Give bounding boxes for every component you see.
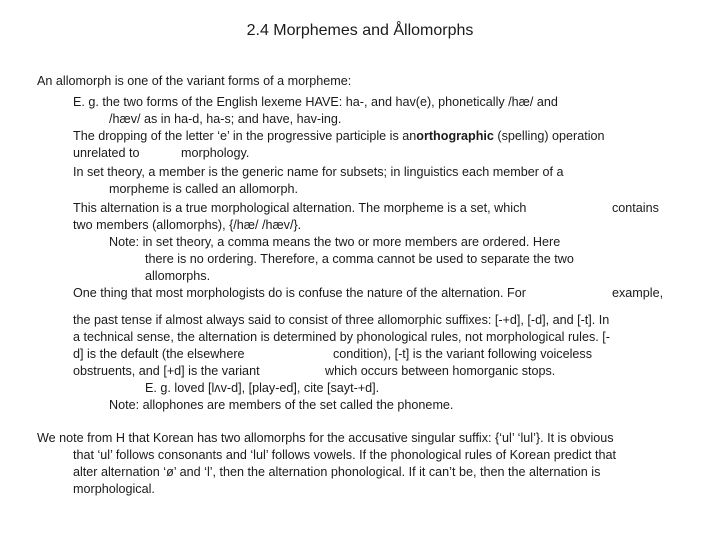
- text-line: d] is the default (the elsewhere: [73, 347, 245, 361]
- text-line: morphological.: [73, 482, 155, 496]
- bold-term-orthographic: orthographic: [416, 129, 494, 143]
- text-line: E. g. the two forms of the English lexeme HAVE: ha-, and hav(e), phonetically /hæ/ and: [73, 95, 558, 109]
- text-line: a technical sense, the alternation is determined by phonological rules, not morphological rules. [-: [73, 330, 610, 344]
- text-line: condition), [-t] is the variant following voiceless: [333, 347, 592, 361]
- text-line: contains: [612, 201, 659, 215]
- text-fragment: The dropping of the letter ‘e’ in the progressive participle is an: [73, 129, 417, 143]
- text-line: [73, 128, 605, 144]
- text-line: unrelated to: [73, 146, 140, 160]
- text-line: In set theory, a member is the generic name for subsets; in linguistics each member of a: [73, 165, 564, 179]
- text-line: An allomorph is one of the variant forms of a morpheme:: [37, 74, 352, 88]
- text-line: Note: in set theory, a comma means the two or more members are ordered. Here: [109, 235, 561, 249]
- text-line: alter alternation ‘ø’ and ‘l’, then the alternation phonological. If it can’t be, then the alternation is: [73, 465, 601, 479]
- text-line: two members (allomorphs), {/hæ/ /hæv/}.: [73, 218, 302, 232]
- text-line: E. g. loved [lʌv-d], [play-ed], cite [sayt-+d].: [145, 381, 380, 395]
- text-line: obstruents, and [+d] is the variant: [73, 364, 260, 378]
- text-line: morphology.: [181, 146, 250, 160]
- text-line: We note from H that Korean has two allomorphs for the accusative singular suffix: {‘ul’ ‘lul’}. It is obvious: [37, 431, 614, 445]
- text-line: morpheme is called an allomorph.: [109, 182, 298, 196]
- text-line: there is no ordering. Therefore, a comma cannot be used to separate the two: [145, 252, 574, 266]
- text-line: example,: [612, 286, 664, 300]
- text-line: This alternation is a true morphological alternation. The morpheme is a set, which: [73, 201, 527, 215]
- text-line: Note: allophones are members of the set called the phoneme.: [109, 398, 454, 412]
- page-title: 2.4 Morphemes and Ållomorphs: [246, 22, 474, 39]
- text-line: which occurs between homorganic stops.: [325, 364, 556, 378]
- text-line: allomorphs.: [145, 269, 211, 283]
- text-fragment: (spelling) operation: [493, 129, 605, 143]
- text-line: the past tense if almost always said to consist of three allomorphic suffixes: [-+d], [-d], and [-t]. In: [73, 313, 610, 327]
- text-line: that ‘ul’ follows consonants and ‘lul’ follows vowels. If the phonological rules of Korean predict that: [73, 448, 617, 462]
- text-line: /hæv/ as in ha-d, ha-s; and have, hav-ing.: [109, 112, 342, 126]
- text-line: One thing that most morphologists do is confuse the nature of the alternation. For: [73, 286, 526, 300]
